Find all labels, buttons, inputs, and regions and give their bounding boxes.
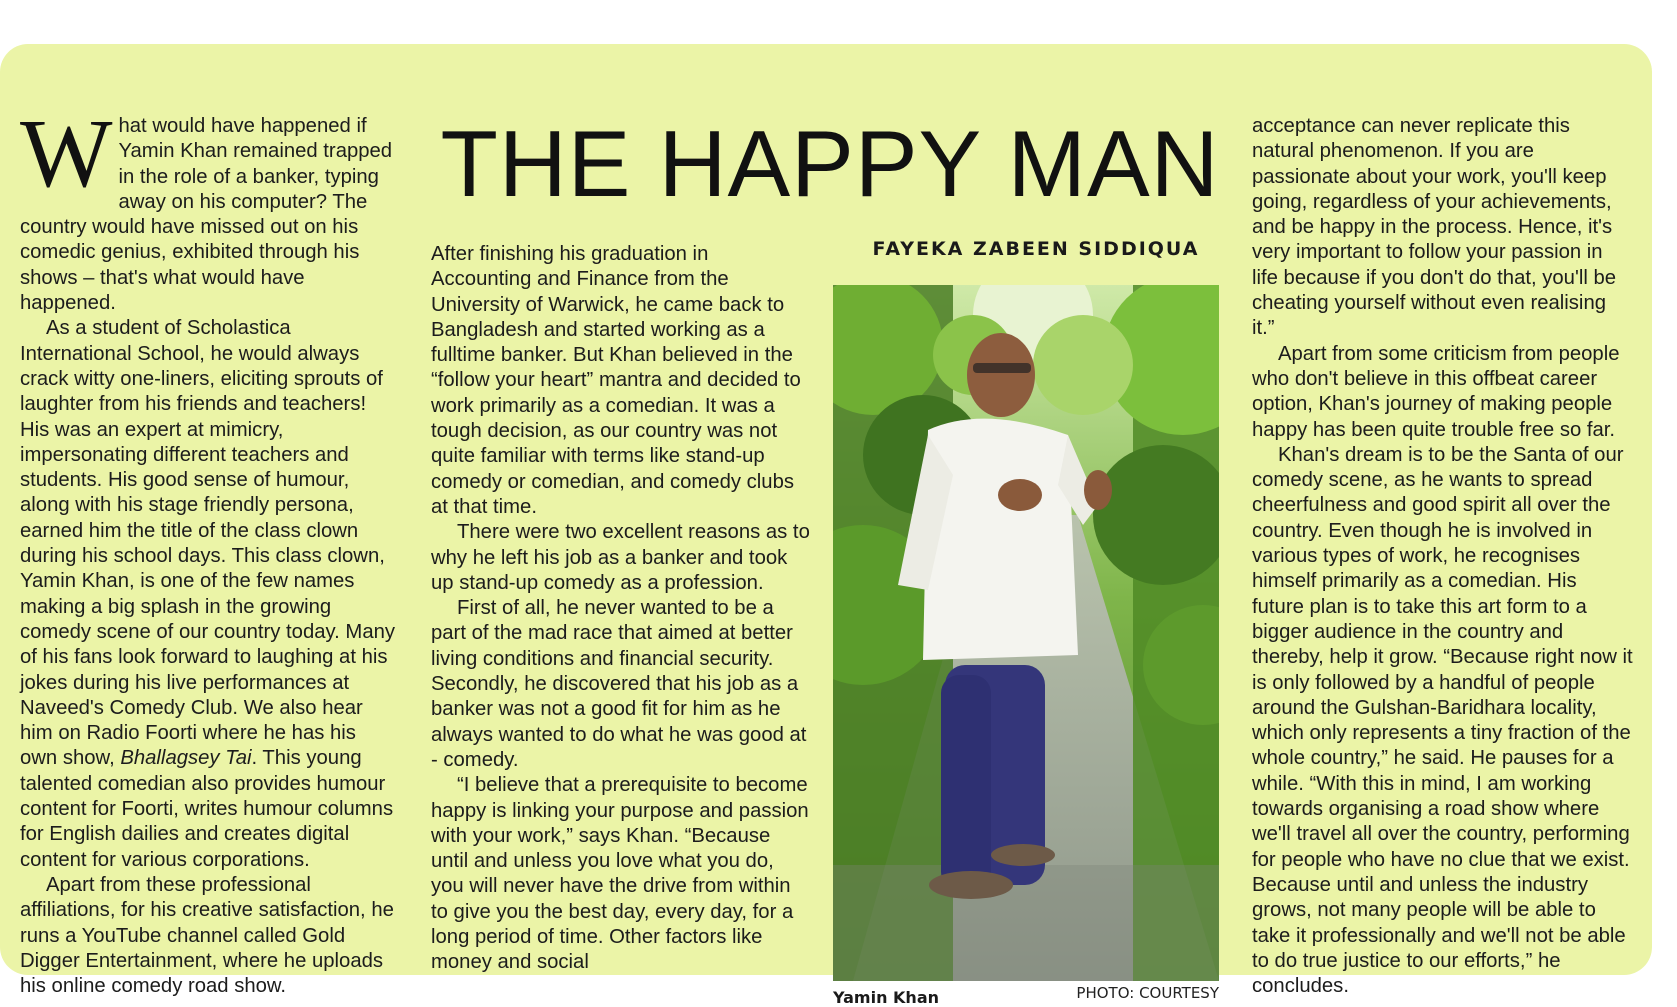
paragraph <box>20 100 398 316</box>
paragraph: First of all, he never wanted to be a part of the mad race that aimed at better living conditions and financial security. Secondly, he discovered that his job as a banker was not a good fit for him as he always wanted to do what he was good at - comedy. <box>431 597 807 771</box>
paragraph-text: hat would have happened if Yamin Khan remained trapped in the role of a banker, typing away on his computer? The country would have missed out on his comedic genius, exhibited through his shows – that's what would have happened. <box>20 115 393 315</box>
show-title: Bhallagsey Tai <box>120 747 252 770</box>
photo-caption: Yamin Khan <box>833 988 940 1007</box>
headline: THE HAPPY MAN <box>440 111 1220 216</box>
portrait-photo <box>833 285 1219 981</box>
paragraph: “I believe that a prerequisite to become happy is linking your purpose and passion with your work,” says Khan. “Because until and unless you love what you do, you will never have the drive from within to give you the best day, every day, for a long period of time. Other factors like money and social <box>431 774 809 974</box>
paragraph: Khan's dream is to be the Santa of our comedy scene, as he wants to spread cheerfulness and good spirit all over the country. Even though he is involved in various types of work, he recognises himself primarily as a comedian. His future plan is to take this art form to a bigger audience in the country and thereby, help it grow. “Because right now it is only followed by a handful of people around the Gulshan-Baridhara locality, which only represents a tiny fraction of the whole country,” he said. He pauses for a while. “With this in mind, I am working towards organising a road show where we'll travel all over the country, performing for people who have no clue that we exist. Because until and unless the industry grows, not many people will be able to take it professionally and we'll not be able to do true justice to our efforts,” he concludes. <box>1252 443 1633 998</box>
paragraph: Apart from these professional affiliations, for his creative satisfaction, he runs a YouTube channel called Gold Digger Entertainment, where he uploads his online comedy road show. <box>20 873 394 998</box>
paragraph-text: As a student of Scholastica International School, he would always crack witty one-liners, eliciting sprouts of laughter from his friends and teachers! His was an expert at mimicry, impersonating different teachers and students. His good sense of humour, along with his stage friendly persona, earned him the title of the class clown during his school days. This class clown, Yamin Khan, is one of the few names making a big splash in the growing comedy scene of our country today. Many of his fans look forward to laughing at his jokes during his live performances at Naveed's Comedy Club. We also hear him on Radio Foorti where he has his own show, <box>20 317 396 770</box>
photo-credit: PHOTO: COURTESY <box>1076 984 1219 1002</box>
paragraph: Apart from some criticism from people who don't believe in this offbeat career option, Khan's journey of making people happy has been quite trouble free so far. <box>1252 342 1620 441</box>
paragraph: acceptance can never replicate this natural phenomenon. If you are passionate about your work, you'll keep going, regardless of your achievements, and be happy in the process. Hence, it's very important to follow your passion in life because if you don't do that, you'll be cheating yourself without even realising it.” <box>1252 115 1617 340</box>
article-column-2 <box>431 242 811 976</box>
paragraph <box>20 316 398 873</box>
drop-cap: W <box>20 100 113 208</box>
paragraph-text: . This young talented comedian also provides humour content for Foorti, writes humour columns for English dailies and creates digital content for various corporations. <box>20 747 394 871</box>
paragraph: After finishing his graduation in Accounting and Finance from the University of Warwick, he came back to Bangladesh and started working as a fulltime banker. But Khan believed in the “follow your heart” mantra and decided to work primarily as a comedian. It was a tough decision, as our country was not quite familiar with terms like stand-up comedy or comedian, and comedy clubs at that time. <box>431 243 801 518</box>
article-column-1 <box>20 100 398 999</box>
article-column-3 <box>1252 114 1634 999</box>
paragraph: There were two excellent reasons as to why he left his job as a banker and took up stand-up comedy as a profession. <box>431 521 810 594</box>
article-panel <box>0 44 1652 1007</box>
byline: FAYEKA ZABEEN SIDDIQUA <box>872 238 1200 260</box>
photo-illustration <box>833 285 1219 981</box>
